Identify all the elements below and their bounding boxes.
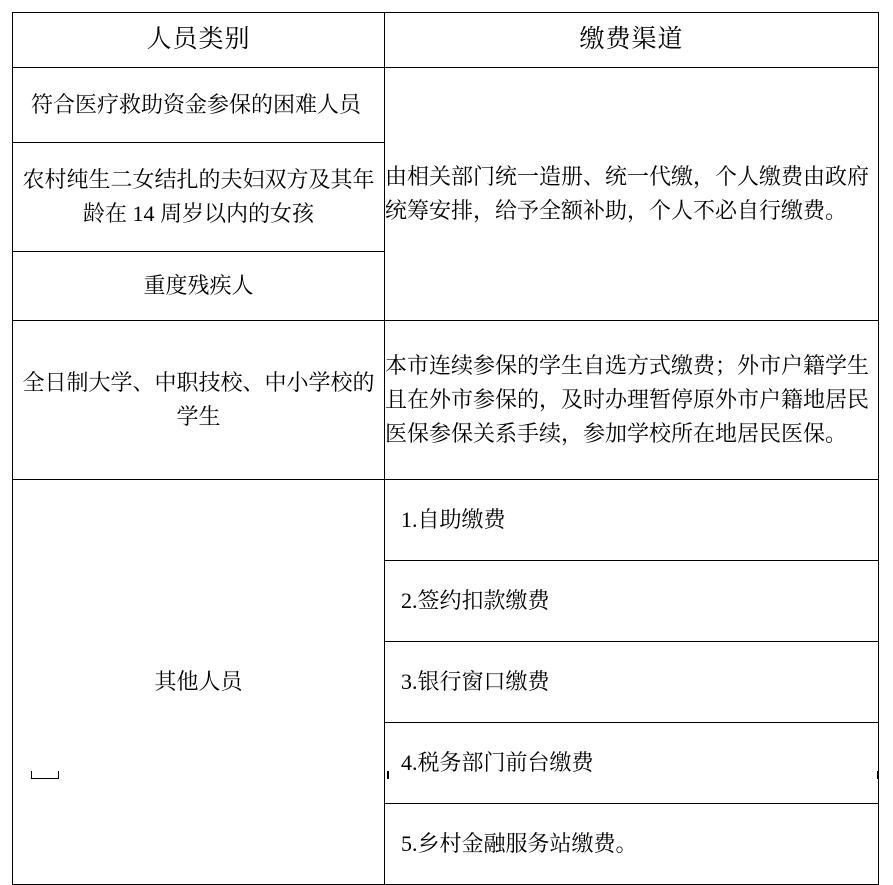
header-channel: 缴费渠道 — [385, 13, 879, 68]
channel-item-contract-deduction: 2.签约扣款缴费 — [385, 561, 879, 642]
channel-item-tax-front-desk: 4.税务部门前台缴费 — [385, 723, 879, 804]
page-bottom-table-continuation — [12, 771, 878, 779]
header-category: 人员类别 — [13, 13, 385, 68]
channel-government-paid: 由相关部门统一造册、统一代缴，个人缴费由政府统筹安排，给予全额补助，个人不必自行缴费。 — [385, 68, 879, 321]
channel-students: 本市连续参保的学生自选方式缴费；外市户籍学生且在外市参保的，及时办理暂停原外市户籍地居民医保参保关系手续，参加学校所在地居民医保。 — [385, 321, 879, 480]
channel-item-village-finance-station: 5.乡村金融服务站缴费。 — [385, 804, 879, 885]
table-row — [13, 68, 879, 143]
continuation-segment-left — [31, 771, 59, 779]
table-row — [13, 480, 879, 561]
category-rural-two-daughters: 农村纯生二女结扎的夫妇双方及其年龄在 14 周岁以内的女孩 — [13, 143, 385, 252]
table-row — [13, 321, 879, 480]
category-students: 全日制大学、中职技校、中小学校的学生 — [13, 321, 385, 480]
channel-item-self-service: 1.自助缴费 — [385, 480, 879, 561]
table-header-row — [13, 13, 879, 68]
channel-item-bank-counter: 3.银行窗口缴费 — [385, 642, 879, 723]
category-other-people: 其他人员 — [13, 480, 385, 885]
continuation-segment-divider — [387, 771, 389, 779]
category-needy-people: 符合医疗救助资金参保的困难人员 — [13, 68, 385, 143]
payment-channel-table — [12, 12, 879, 885]
category-severely-disabled: 重度残疾人 — [13, 252, 385, 321]
